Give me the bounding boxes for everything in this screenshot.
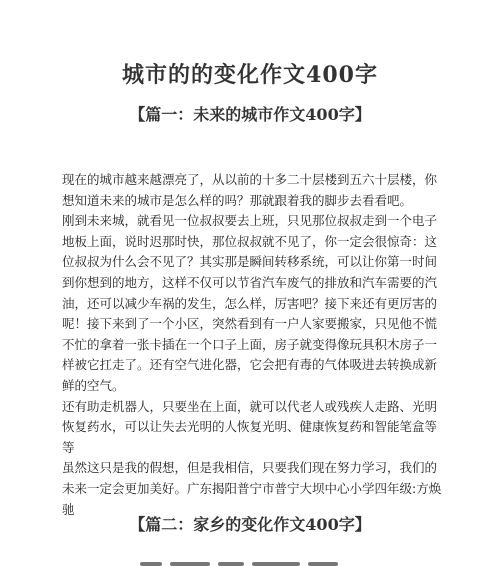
section-heading-2: 【篇二：家乡的变化作文400字】 bbox=[129, 515, 371, 534]
paragraph-robots: 还有助走机器人，只要坐在上面，就可以代老人或残疾人走路、光明恢复药水，可以让失去光明的人恢复光明、健康恢复药和智能笔盒等等 bbox=[62, 398, 438, 455]
section-heading-1: 【篇一：未来的城市作文400字】 bbox=[129, 105, 371, 124]
document-title: 城市的的变化作文400字 bbox=[122, 62, 378, 88]
cut-off-text-line bbox=[140, 556, 370, 566]
paragraph-conclusion: 虽然这只是我的假想，但是我相信，只要我们现在努力学习，我们的未来一定会更加美好。广东揭阳普宁市普宁大坝中心小学四年级:方焕驰 bbox=[62, 460, 442, 517]
paragraph-future-city: 刚到未来城，就看见一位叔叔要去上班，只见那位叔叔走到一个电子地板上面，说时迟那时快，那位叔叔就不见了，你一定会很惊奇：这位叔叔为什么会不见了？其实那是瞬间转移系统，可以让你第一时间到你想到的地方，这样不仅可以节省汽车废气的排放和汽车需要的汽油，还可以减少车祸的发生，怎么样，厉害吧？接下来还有更厉害的呢！接下来到了一个小区，突然看到有一户人家要搬家，只见他不慌不忙的拿着一张卡插在一个口子上面，房子就变得像玩具积木房子一样被它扛走了。还有空气进化器，它会把有毒的气体吸进去转换成新鲜的空气。 bbox=[62, 213, 438, 393]
paragraph-intro: 现在的城市越来越漂亮了，从以前的十多二十层楼到五六十层楼，你想知道未来的城市是怎么样的吗？那就跟着我的脚步去看看吧。 bbox=[62, 172, 438, 208]
article-body bbox=[62, 170, 442, 520]
